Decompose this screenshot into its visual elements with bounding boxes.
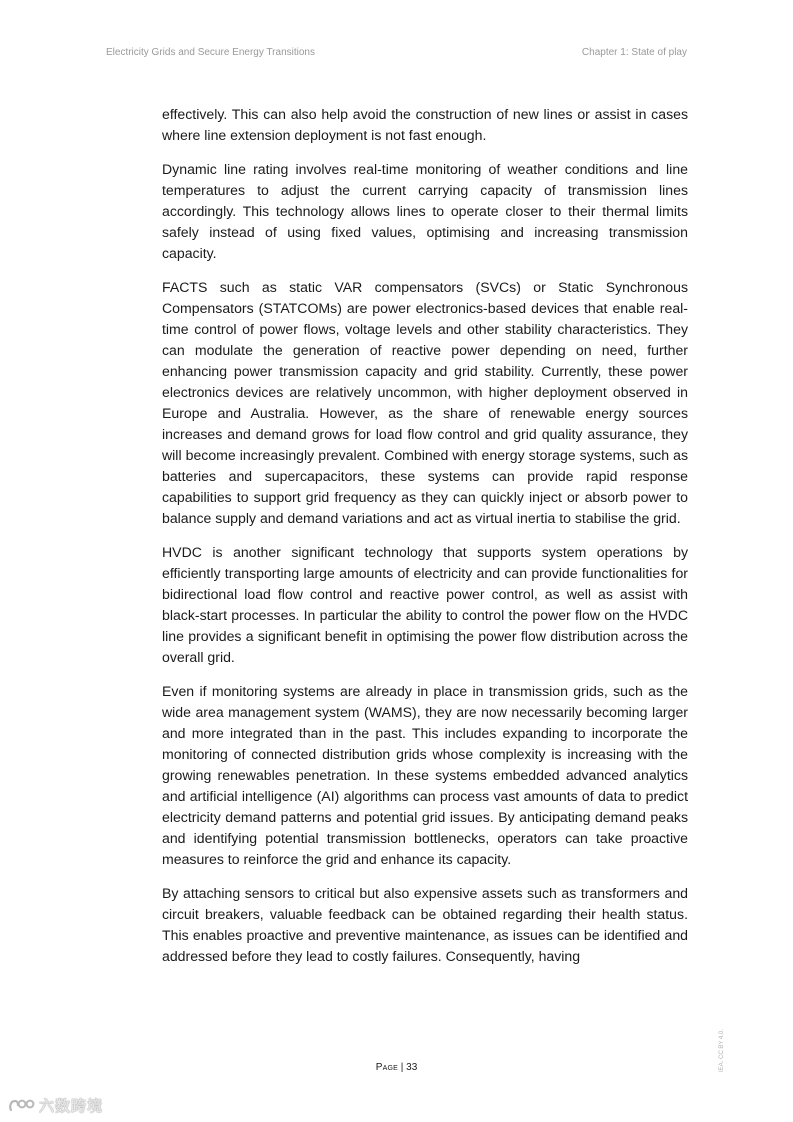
paragraph-hvdc: HVDC is another significant technology that supports system operations by efficiently transporting large amounts of electricity and can provide functionalities for bidirectional load flow control and reactive power control, as well as assist with black-start processes. In particular the ability to control the power flow on the HVDC line provides a significant benefit in optimising the power flow distribution across the overall grid. <box>162 544 688 665</box>
body-text <box>162 104 688 980</box>
paragraph-dynamic-line-rating: Dynamic line rating involves real-time monitoring of weather conditions and line temperatures to adjust the current carrying capacity of transmission lines accordingly. This technology allows lines to operate closer to their thermal limits safely instead of using fixed values, optimising and increasing transmission capacity. <box>162 161 688 261</box>
paragraph-sensors: By attaching sensors to critical but also expensive assets such as transformers and circuit breakers, valuable feedback can be obtained regarding their health status. This enables proactive and preventive maintenance, as issues can be identified and addressed before they lead to costly failures. Consequently, having <box>162 885 688 964</box>
page-header <box>106 47 687 61</box>
watermark <box>8 1094 103 1116</box>
page-separator: | <box>400 1062 404 1073</box>
paragraph-facts: FACTS such as static VAR compensators (SVCs) or Static Synchronous Compensators (STATCOMs) are power electronics-based devices that enable real-time control of power flows, voltage levels and other stability characteristics. They can modulate the generation of reactive power depending on need, further enhancing power transmission capacity and grid stability. Currently, these power electronics devices are relatively uncommon, with higher deployment observed in Europe and Australia. However, as the share of renewable energy sources increases and demand grows for load flow control and grid quality assurance, they will become increasingly prevalent. Combined with energy storage systems, such as batteries and supercapacitors, these systems can provide rapid response capabilities to support grid frequency as they can quickly inject or absorb power to balance supply and demand variations and act as virtual inertia to stabilise the grid. <box>162 279 688 526</box>
page-label: Page <box>375 1062 398 1073</box>
license-notice: IEA. CC BY 4.0. <box>719 1029 725 1072</box>
watermark-logo-icon <box>8 1096 36 1114</box>
report-title: Electricity Grids and Secure Energy Transitions <box>106 47 315 58</box>
chapter-title: Chapter 1: State of play <box>581 47 687 58</box>
page-number: 33 <box>406 1062 418 1073</box>
paragraph-continuation: effectively. This can also help avoid the construction of new lines or assist in cases where line extension deployment is not fast enough. <box>162 106 688 143</box>
watermark-text: 六数跨境 <box>39 1096 104 1115</box>
page-footer <box>0 1062 793 1073</box>
paragraph-monitoring-systems: Even if monitoring systems are already in place in transmission grids, such as the wide area management system (WAMS), they are now necessarily becoming larger and more integrated than in the past. This includes expanding to incorporate the monitoring of connected distribution grids whose complexity is increasing with the growing renewables penetration. In these systems embedded advanced analytics and artificial intelligence (AI) algorithms can process vast amounts of data to predict electricity demand patterns and potential grid issues. By anticipating demand peaks and identifying potential transmission bottlenecks, operators can take proactive measures to reinforce the grid and enhance its capacity. <box>162 683 688 867</box>
